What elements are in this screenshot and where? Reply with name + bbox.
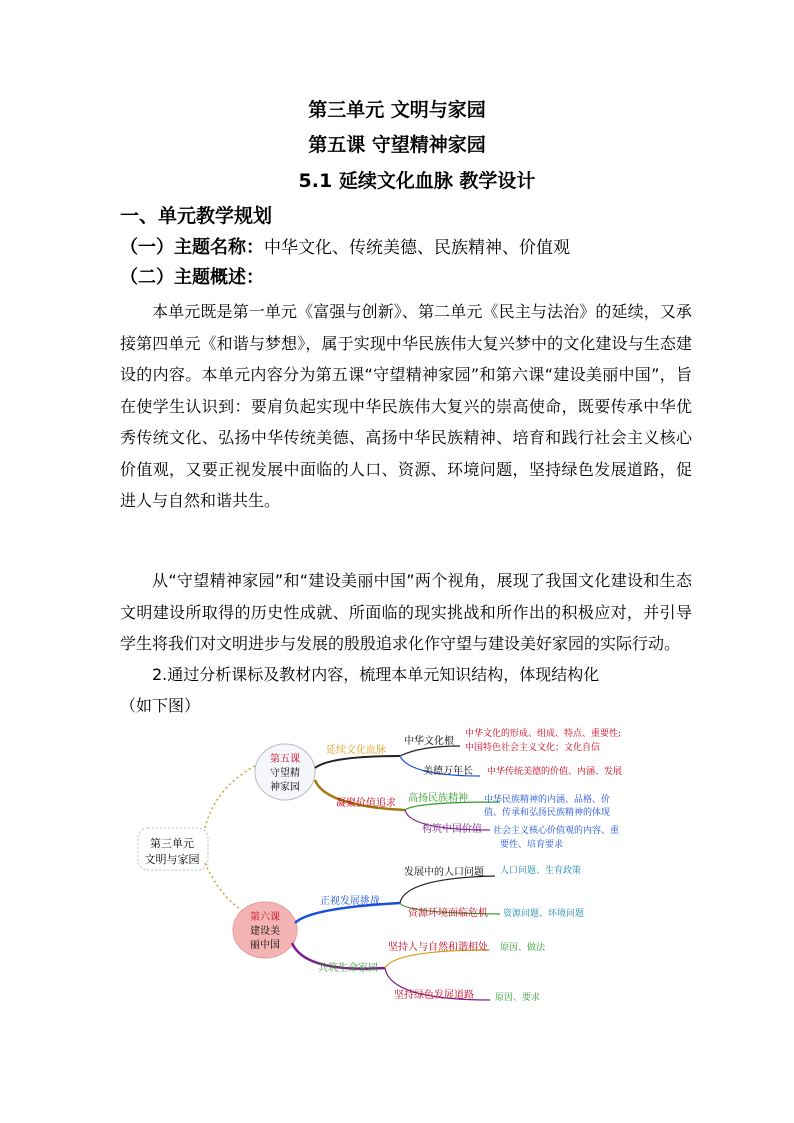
b3-1-note: 人口问题、生育政策 (500, 866, 582, 876)
b2-2-note-1: 社会主义核心价值观的内容、重 (493, 826, 620, 836)
topic-label: （一）主题名称： (120, 237, 264, 258)
b3-label: 正视发展挑战 (320, 896, 380, 907)
b2-label: 凝聚价值追求 (336, 798, 396, 809)
root-to-lesson6-connector (205, 863, 250, 916)
lesson6-line-2: 建设美 (250, 926, 280, 937)
b3-1-label: 发展中的人口问题 (404, 867, 484, 878)
overview-heading: （二）主题概述： (120, 267, 264, 288)
lesson5-line-3: 神家园 (270, 782, 300, 793)
lesson5-line-2: 守望精 (270, 768, 300, 779)
b1-2-label: 美德万年长 (423, 766, 473, 777)
b1-1-note-1: 中华文化的形成、组成、特点、重要性; (465, 729, 622, 739)
b4-1-note: 原因、做法 (500, 943, 546, 953)
unit-title: 第三单元 文明与家园 (308, 99, 486, 121)
b1-line (315, 756, 400, 768)
b3-1-line (400, 876, 495, 903)
b3-2-note: 资源问题、环境问题 (503, 909, 585, 919)
b1-2-note: 中华传统美德的价值、内涵、发展 (487, 767, 623, 777)
root-line-2: 文明与家园 (144, 853, 200, 866)
overview-paragraph-1: 本单元既是第一单元《富强与创新》、第二单元《民主与法治》的延续，又承接第四单元《和谐与梦想》，属于实现中华民族伟大复兴梦中的文化建设与生态建设的内容。本单元内容分为第五课“守望精神家园”和第六课“建设美丽中国”，旨在使学生认识到：要肩负起实现中华民族伟大复兴的崇高使命，既要传承中华优秀传统文化、弘扬中华传统美德、高扬中华民族精神、培育和践行社会主义核心价值观，又要正视发展中面临的人口、资源、环境问题，坚持绿色发展道路，促进人与自然和谐共生。 (120, 302, 692, 510)
lesson6-line-3: 丽中国 (250, 940, 280, 951)
b2-1-label: 高扬民族精神 (408, 793, 468, 804)
b4-label: 共筑生命家园 (318, 963, 378, 974)
b4-2-label: 坚持绿色发展道路 (394, 990, 474, 1001)
b2-1-note-2: 值、传承和弘扬民族精神的体现 (484, 808, 611, 818)
part1-heading: 一、单元教学规划 (120, 205, 273, 227)
b3-2-label: 资源环境面临危机 (408, 908, 488, 919)
overview-paragraph-2: 从“守望精神家园”和“建设美丽中国”两个视角，展现了我国文化建设和生态文明建设所取得的历史性成就、所面临的现实挑战和所作出的积极应对，并引导学生将我们对文明进步与发展的殷殷追求化作守望与建设美好家园的实际行动。 (120, 571, 692, 653)
b2-2-label: 构筑中国价值 (422, 824, 482, 835)
overview-paragraph-3-tail: （如下图） (120, 696, 201, 715)
b4-2-note: 原因、要求 (495, 993, 541, 1003)
lesson5-line-1: 第五课 (270, 754, 300, 765)
b1-label: 延续文化血脉 (326, 745, 386, 756)
knowledge-structure-mindmap (0, 718, 794, 1018)
b1-1-note-2: 中国特色社会主义文化；文化自信 (465, 743, 601, 753)
root-line-1: 第三单元 (150, 837, 194, 850)
b1-1-line (400, 746, 460, 756)
root-to-lesson5-connector (205, 766, 255, 828)
lesson-title: 第五课 守望精神家园 (308, 134, 486, 156)
section-title: 5.1 延续文化血脉 教学设计 (298, 170, 536, 192)
overview-paragraph-3: 2.通过分析课标及教材内容，梳理本单元知识结构，体现结构化 (152, 665, 600, 684)
topic-line (120, 236, 570, 260)
b1-1-label: 中华文化根 (404, 736, 454, 747)
b2-2-note-2: 要性、培育要求 (500, 840, 564, 850)
b2-1-note-1: 中华民族精神的内涵、品格、价 (484, 795, 611, 805)
topic-value: 中华文化、传统美德、民族精神、价值观 (264, 238, 570, 258)
b4-1-label: 坚持人与自然和谐相处 (388, 942, 488, 953)
lesson6-line-1: 第六课 (250, 912, 280, 923)
